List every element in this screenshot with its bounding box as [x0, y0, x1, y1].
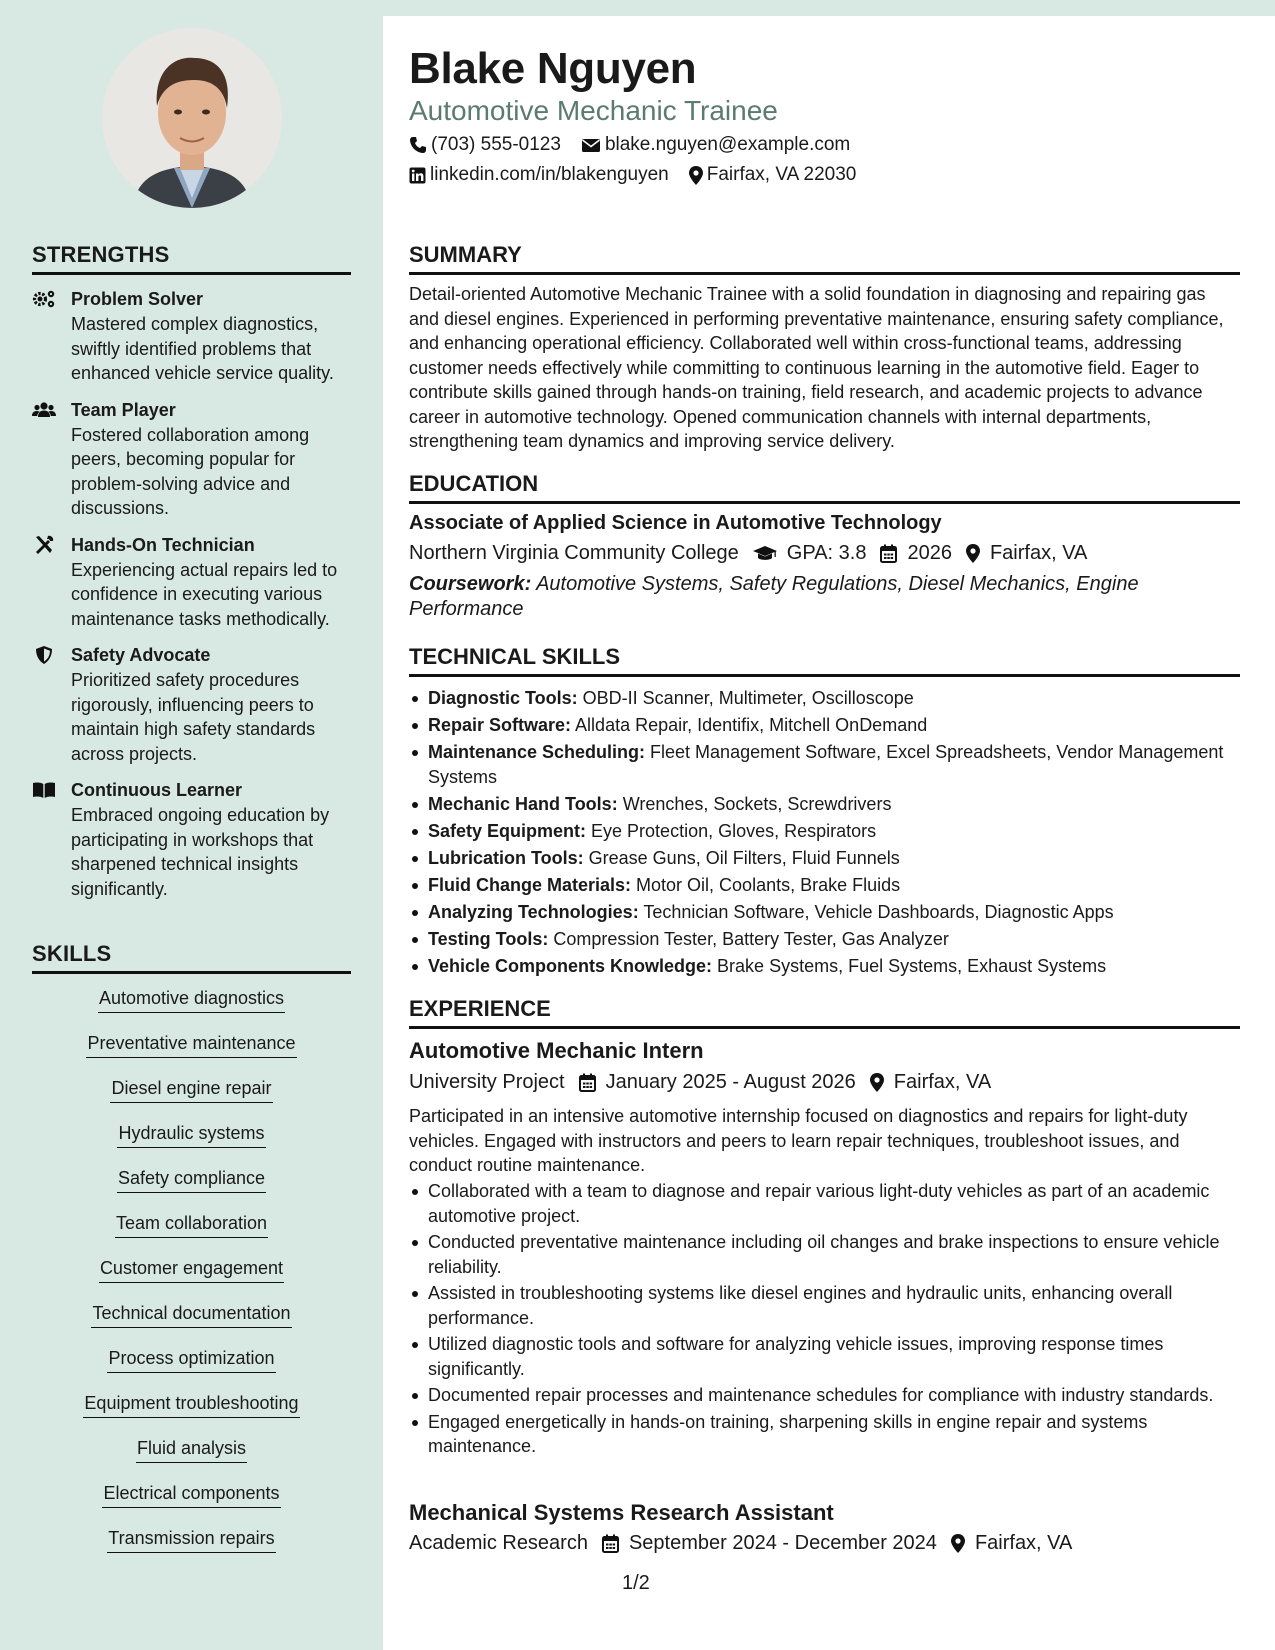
strength-item — [32, 287, 362, 386]
degree-title: Associate of Applied Science in Automotive Technology — [409, 512, 942, 534]
map-pin-icon — [966, 544, 980, 563]
tech-skill-value: Fleet Management Software, Excel Spreadsheets, Vendor Management Systems — [428, 742, 1224, 787]
skill-item: Transmission repairs — [107, 1526, 275, 1553]
linkedin-text: linkedin.com/in/blakenguyen — [430, 164, 669, 185]
list-item: Conducted preventative maintenance including oil changes and brake inspections to ensure vehicle reliability. — [409, 1230, 1240, 1279]
tech-skill-value: Motor Oil, Coolants, Brake Fluids — [631, 874, 901, 895]
strength-item — [32, 398, 362, 521]
calendar-icon — [602, 1534, 619, 1553]
page-number: 1/2 — [622, 1572, 650, 1594]
year-text: 2026 — [907, 542, 952, 564]
list-item — [409, 740, 1240, 789]
skill-item: Team collaboration — [115, 1211, 268, 1238]
job-location — [870, 1071, 991, 1094]
contact-email[interactable] — [581, 134, 850, 156]
job-dates — [602, 1532, 937, 1555]
strength-item — [32, 533, 362, 632]
strength-desc: Experiencing actual repairs led to confidence in executing various maintenance tasks methodically. — [71, 559, 338, 629]
graduation-year — [880, 542, 952, 565]
tech-skill-label: Lubrication Tools: — [428, 847, 584, 868]
shield-icon — [32, 645, 56, 665]
job-location-text: Fairfax, VA — [974, 1532, 1073, 1554]
gpa — [753, 542, 867, 565]
coursework-text: Automotive Systems, Safety Regulations, Diesel Mechanics, Engine Performance — [409, 573, 1139, 620]
education-location-text: Fairfax, VA — [989, 542, 1088, 564]
experience-heading: EXPERIENCE — [409, 996, 1240, 1029]
strength-title: Problem Solver — [71, 289, 204, 309]
skill-item: Preventative maintenance — [86, 1031, 296, 1058]
envelope-icon — [581, 137, 601, 153]
list-item: Assisted in troubleshooting systems like diesel engines and hydraulic units, enhancing overall performance. — [409, 1281, 1240, 1330]
contact-row-1 — [409, 134, 870, 156]
tech-skill-value: Alldata Repair, Identifix, Mitchell OnDemand — [571, 715, 928, 735]
job-title: Mechanical Systems Research Assistant — [409, 1500, 834, 1525]
phone-text: (703) 555-0123 — [431, 134, 561, 155]
tech-skill-label: Mechanic Hand Tools: — [428, 793, 618, 814]
technical-skills-heading: TECHNICAL SKILLS — [409, 644, 1240, 677]
tech-skill-label: Maintenance Scheduling: — [428, 742, 646, 762]
strength-desc: Embraced ongoing education by participating in workshops that sharpened technical insights significantly. — [71, 805, 330, 899]
job-location — [951, 1532, 1072, 1555]
contact-location — [689, 164, 857, 186]
list-item — [409, 927, 1240, 952]
list-item — [409, 900, 1240, 925]
calendar-icon — [880, 544, 897, 563]
tech-skill-value: OBD-II Scanner, Multimeter, Oscilloscope — [577, 688, 914, 708]
skill-item: Safety compliance — [117, 1166, 266, 1193]
location-text: Fairfax, VA 22030 — [706, 164, 857, 185]
gears-icon — [32, 289, 56, 309]
contact-linkedin[interactable] — [409, 164, 669, 186]
skills-heading: SKILLS — [32, 941, 351, 974]
list-item — [409, 686, 1240, 711]
job-org: University Project — [409, 1071, 565, 1093]
skills-list — [32, 986, 351, 1571]
tech-skill-label: Testing Tools: — [428, 928, 549, 949]
summary-heading: SUMMARY — [409, 242, 1240, 275]
tech-skill-label: Fluid Change Materials: — [428, 874, 632, 895]
skill-item: Equipment troubleshooting — [83, 1391, 299, 1418]
coursework — [409, 572, 1240, 621]
list-item — [409, 792, 1240, 817]
job-summary: Participated in an intensive automotive internship focused on diagnostics and repairs for light-duty vehicles. Engaged with instructors and peers to learn repair techniques, troubleshoot issues, and conduct routine maintenance. — [409, 1106, 1188, 1175]
tech-skill-label: Safety Equipment: — [428, 820, 587, 841]
strengths-list — [32, 287, 362, 913]
job-dates — [579, 1071, 856, 1094]
job-meta — [409, 1532, 1086, 1555]
tech-skill-value: Compression Tester, Battery Tester, Gas Analyzer — [548, 928, 949, 949]
tech-skill-value: Wrenches, Sockets, Screwdrivers — [617, 793, 892, 814]
map-pin-icon — [870, 1073, 884, 1092]
map-pin-icon — [951, 1534, 965, 1553]
tech-skill-value: Eye Protection, Gloves, Respirators — [586, 820, 877, 841]
list-item — [409, 819, 1240, 844]
strength-desc: Prioritized safety procedures rigorously, influencing peers to maintain high safety standards across projects. — [71, 670, 316, 764]
technical-skills-list — [409, 686, 1240, 981]
book-icon — [32, 780, 56, 800]
job-location-text: Fairfax, VA — [893, 1071, 992, 1093]
strength-title: Continuous Learner — [71, 780, 243, 800]
skill-item: Customer engagement — [99, 1256, 284, 1283]
tech-skill-label: Vehicle Components Knowledge: — [428, 955, 713, 976]
strength-title: Team Player — [71, 399, 176, 420]
job-bullets — [409, 1179, 1240, 1461]
list-item — [409, 713, 1240, 738]
candidate-name: Blake Nguyen — [409, 44, 697, 93]
tools-icon — [32, 535, 56, 555]
strength-item — [32, 643, 362, 766]
strength-desc: Fostered collaboration among peers, becoming popular for problem-solving advice and discussions. — [71, 424, 310, 518]
strengths-heading: STRENGTHS — [32, 242, 351, 275]
tech-skill-label: Repair Software: — [428, 715, 572, 735]
candidate-title: Automotive Mechanic Trainee — [409, 95, 778, 126]
school-name: Northern Virginia Community College — [409, 542, 739, 564]
list-item — [409, 846, 1240, 871]
strength-desc: Mastered complex diagnostics, swiftly identified problems that enhanced vehicle service quality. — [71, 314, 334, 383]
skill-item: Electrical components — [102, 1481, 280, 1508]
list-item — [409, 873, 1240, 898]
gpa-text: GPA: 3.8 — [786, 542, 867, 564]
skill-item: Fluid analysis — [136, 1436, 247, 1463]
list-item: Documented repair processes and maintenance schedules for compliance with industry standards. — [409, 1383, 1240, 1408]
list-item — [409, 954, 1240, 979]
map-pin-icon — [689, 166, 703, 185]
tech-skill-label: Analyzing Technologies: — [428, 901, 639, 922]
linkedin-icon — [409, 167, 426, 184]
tech-skill-value: Brake Systems, Fuel Systems, Exhaust Systems — [712, 955, 1107, 976]
email-text: blake.nguyen@example.com — [604, 134, 851, 155]
job-dates-text: September 2024 - December 2024 — [628, 1532, 937, 1554]
phone-icon — [409, 136, 427, 154]
education-heading: EDUCATION — [409, 471, 1240, 504]
skill-item: Process optimization — [107, 1346, 275, 1373]
skill-item: Technical documentation — [91, 1301, 291, 1328]
skill-item: Hydraulic systems — [117, 1121, 265, 1148]
education-meta — [409, 542, 1101, 565]
calendar-icon — [579, 1073, 596, 1092]
skill-item: Automotive diagnostics — [98, 986, 285, 1013]
top-band — [383, 0, 1275, 16]
tech-skill-value: Technician Software, Vehicle Dashboards, Diagnostic Apps — [638, 901, 1114, 922]
summary-text: Detail-oriented Automotive Mechanic Trainee with a solid foundation in diagnosing and repairing gas and diesel engines. Experienced in performing preventative maintenance, ensuring safety compliance, and enhancing operational efficiency. Collaborated well within cross-functional teams, addressing customer needs effectively while committing to continuous learning in the automotive field. Eager to contribute skills gained through hands-on training, field research, and academic projects to advance career in automotive technology. Opened communication channels with internal departments, strengthening team dynamics and improving service delivery. — [409, 284, 1224, 451]
contact-phone[interactable] — [409, 134, 561, 156]
strength-title: Safety Advocate — [71, 645, 211, 665]
job-dates-text: January 2025 - August 2026 — [605, 1071, 856, 1093]
job-meta — [409, 1071, 1005, 1094]
users-icon — [32, 400, 56, 420]
coursework-label: Coursework: — [409, 573, 532, 595]
job-org: Academic Research — [409, 1532, 588, 1554]
contact-row-2 — [409, 164, 876, 186]
list-item: Utilized diagnostic tools and software for analyzing vehicle issues, improving response times significantly. — [409, 1332, 1240, 1381]
strength-title: Hands-On Technician — [71, 534, 255, 555]
profile-photo — [102, 28, 282, 208]
job-title: Automotive Mechanic Intern — [409, 1038, 704, 1063]
tech-skill-label: Diagnostic Tools: — [428, 688, 578, 708]
education-location — [966, 542, 1087, 565]
tech-skill-value: Grease Guns, Oil Filters, Fluid Funnels — [583, 847, 900, 868]
graduation-cap-icon — [753, 545, 777, 562]
skill-item: Diesel engine repair — [110, 1076, 272, 1103]
list-item: Collaborated with a team to diagnose and repair various light-duty vehicles as part of an academic automotive project. — [409, 1179, 1240, 1228]
strength-item — [32, 778, 362, 901]
list-item: Engaged energetically in hands-on training, sharpening skills in engine repair and systems maintenance. — [409, 1410, 1240, 1459]
